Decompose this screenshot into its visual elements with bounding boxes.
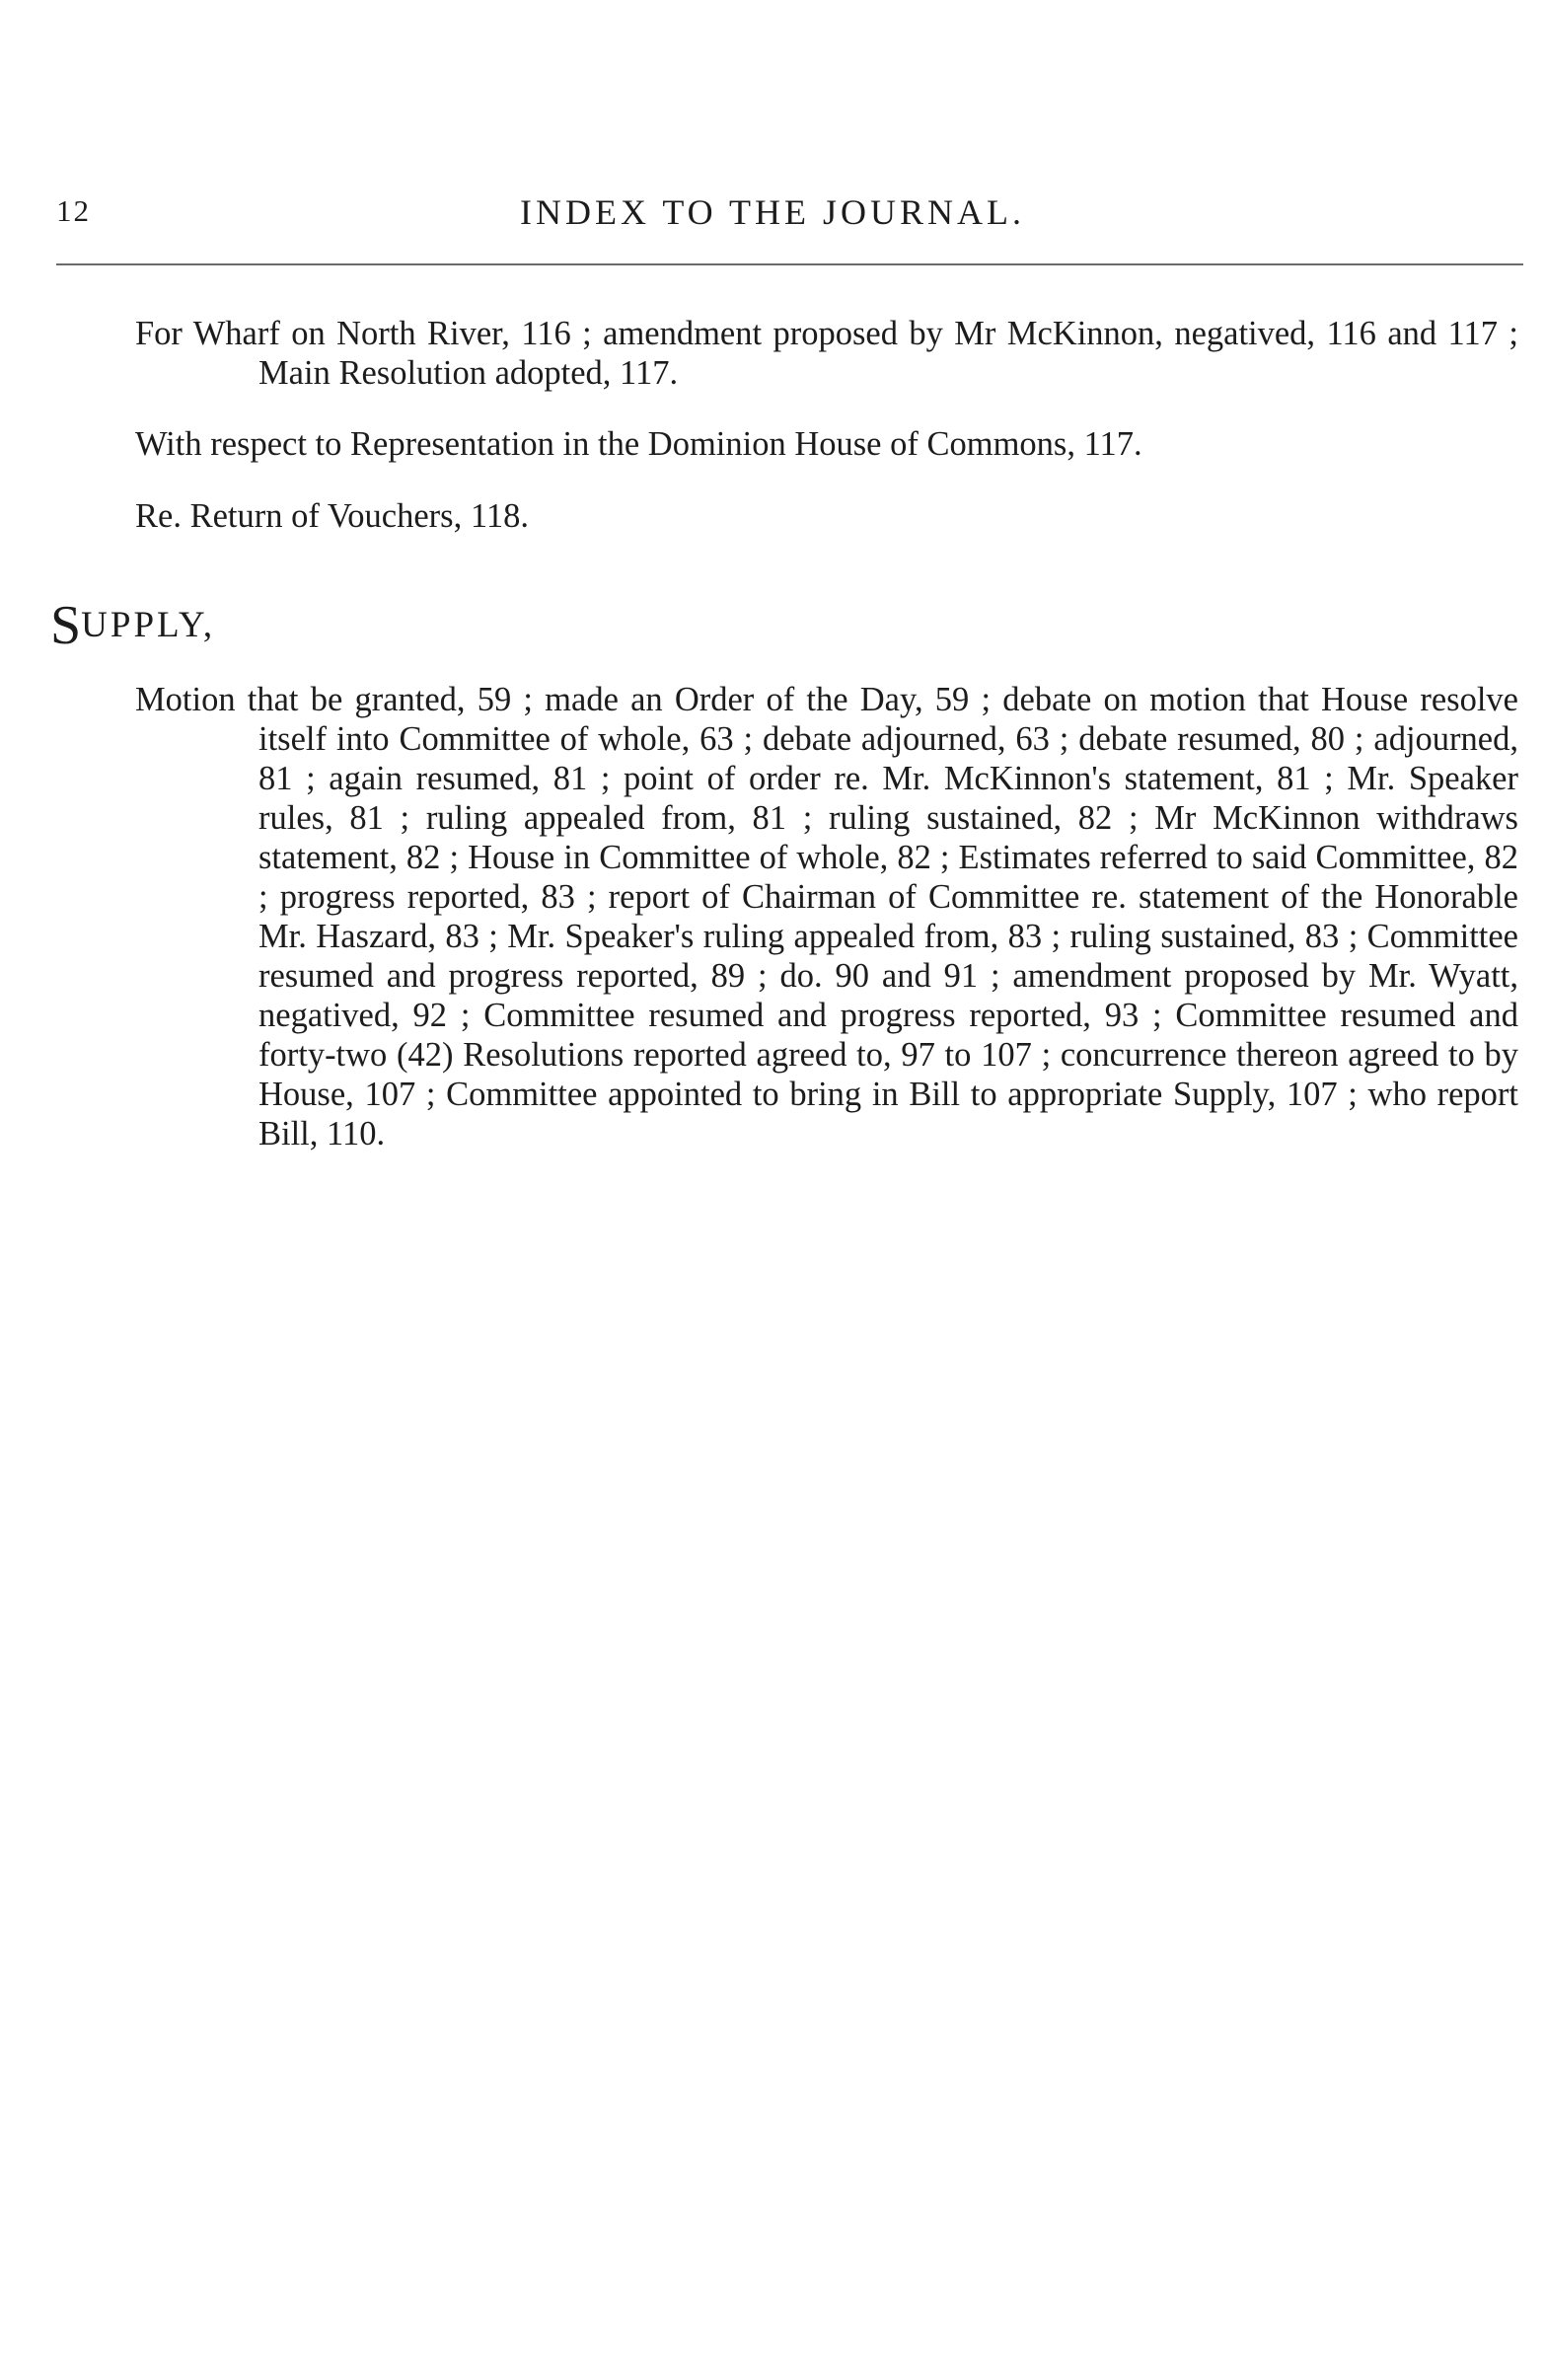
index-entry-representation: With respect to Representation in the Dominion House of Commons, 117.	[135, 425, 1142, 463]
index-entry-wharf: For Wharf on North River, 116 ; amendment proposed by Mr McKinnon, negatived, 116 and 117 ; Main Resolution adopted, 117.	[135, 315, 1518, 392]
index-entry-vouchers: Re. Return of Vouchers, 118.	[135, 497, 529, 535]
index-entry-supply-motion: Motion that be granted, 59 ; made an Order of the Day, 59 ; debate on motion that House resolve itself into Committee of whole, 63 ; debate adjourned, 63 ; debate resumed, 80 ; adjourned, 81 ; again resumed, 81 ; point of order re. Mr. McKinnon's statement, 81 ; Mr. Speaker rules, 81 ; ruling appealed from, 81 ; ruling sustained, 82 ; Mr McKinnon withdraws statement, 82 ; House in Committee of whole, 82 ; Estimates referred to said Committee, 82 ; progress reported, 83 ; report of Chairman of Committee re. statement of the Honorable Mr. Haszard, 83 ; Mr. Speaker's ruling appealed from, 83 ; ruling sustained, 83 ; Committee resumed and progress reported, 89 ; do. 90 and 91 ; amendment proposed by Mr. Wyatt, negatived, 92 ; Committee resumed and progress reported, 93 ; Committee resumed and forty-two (42) Resolutions reported agreed to, 97 to 107 ; concurrence thereon agreed to by House, 107 ; Committee appointed to bring in Bill to appropriate Supply, 107 ; who report Bill, 110.	[135, 681, 1518, 1153]
section-heading-rest: UPPLY,	[81, 605, 216, 645]
page-number: 12	[56, 193, 91, 228]
header-rule	[56, 263, 1523, 265]
section-heading-supply	[50, 594, 215, 657]
running-title: INDEX TO THE JOURNAL.	[520, 192, 1025, 232]
section-heading-initial: S	[50, 595, 82, 656]
